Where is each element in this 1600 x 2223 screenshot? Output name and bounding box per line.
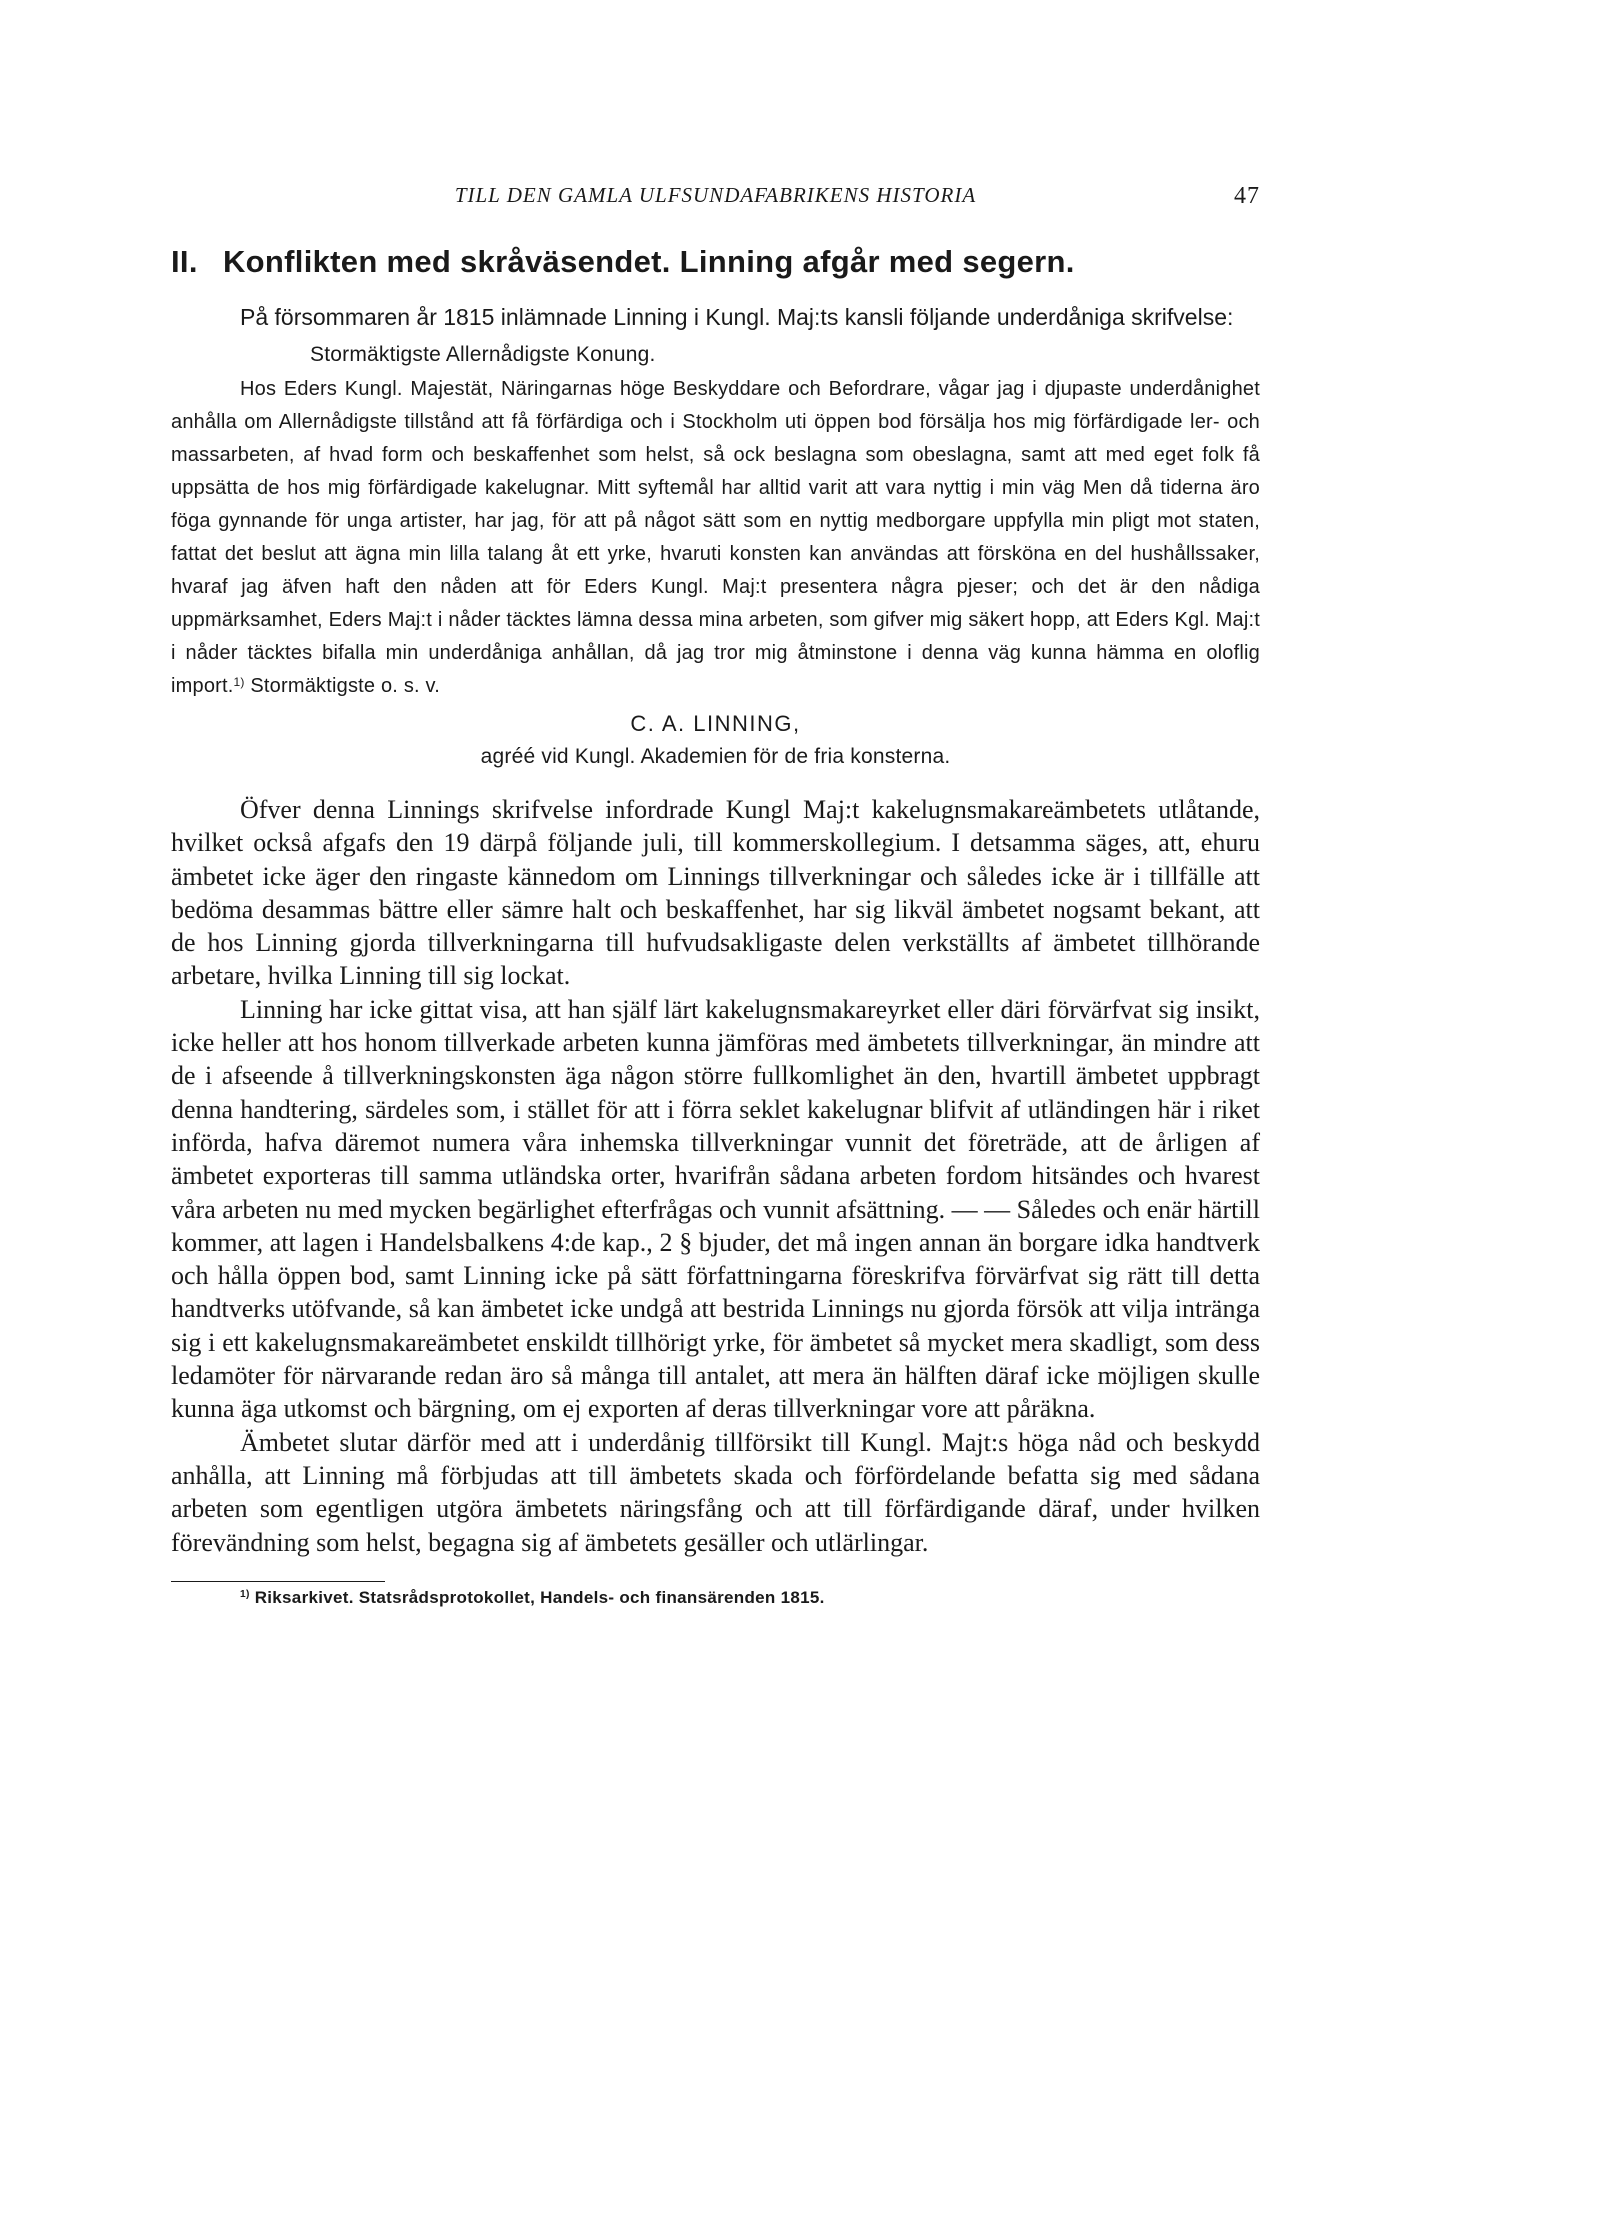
running-head-title: TILL DEN GAMLA ULFSUNDAFABRIKENS HISTORIA: [454, 183, 977, 207]
body-paragraph: Ämbetet slutar därför med att i underdånig tillförsikt till Kungl. Majt:s höga nåd och beskydd anhålla, att Linning må förbjudas att till ämbetets skada och förfördelande befatta sig med sådana arbeten som egentligen utgöra ämbetets näringsfång och att till förfärdigande däraf, under hvilken förevändning som helst, begagna sig af ämbetets gesäller och utlärlingar.: [171, 1427, 1260, 1557]
footnote-reference: 1): [233, 675, 245, 689]
body-paragraph: Öfver denna Linnings skrifvelse infordrade Kungl Maj:t kakelugnsmakareämbetets utlåtande, hvilket också afgafs den 19 därpå följande juli, till kommerskollegium. I detsamma säges, att, ehuru ämbetet icke äger den ringaste kännedom om Linnings tillverkningar och således icke är i tillfälle att bedöma desammas bättre eller sämre halt och beskaffenhet, har sig likväl ämbetet nogsamt bekant, att de hos Linning gjorda tillverkningarna till hufvudsakligaste delen verkställts af ämbetet tillhörande arbetare, hvilka Linning till sig lockat.: [171, 795, 1260, 991]
chapter-heading: [171, 244, 1260, 280]
letter-signature: C. A. LINNING,: [630, 711, 801, 736]
footnote-text: Riksarkivet. Statsrådsprotokollet, Handels- och finansärenden 1815.: [254, 1587, 825, 1607]
footnote-rule: [171, 1581, 385, 1582]
letter-salutation: Stormäktigste Allernådigste Konung.: [310, 343, 656, 366]
footnote: [171, 1588, 1260, 1608]
quoted-letter: [171, 338, 1260, 773]
letter-body-closing: Stormäktigste o. s. v.: [244, 675, 441, 697]
letter-signature-title: agréé vid Kungl. Akademien för de fria konsterna.: [480, 745, 951, 768]
running-head: [171, 178, 1260, 214]
footnote-marker: 1): [240, 1588, 250, 1600]
intro-paragraph: På försommaren år 1815 inlämnade Linning i Kungl. Maj:ts kansli följande underdåniga skrifvelse:: [240, 304, 1234, 330]
body-paragraph: Linning har icke gittat visa, att han själf lärt kakelugnsmakareyrket eller däri förvärfvat sig insikt, icke heller att hos honom tillverkade arbeten kunna jämföras med ämbetets tillverkningar, än mindre att de i afseende å tillverkningskonsten äga någon större fullkomlighet än den, hvartill ämbetet uppbragt denna handtering, särdeles som, i stället för att i förra seklet kakelugnar blifvit af utländingen här i riket införda, hafva däremot numera våra inhemska tillverkningar vunnit det företräde, att de årligen af ämbetet exporteras till samma utländska orter, hvarifrån sådana arbeten fordom hitsändes och hvarest våra arbeten nu med mycken begärlighet efterfrågas och vunnit afsättning. — — Således och enär härtill kommer, att lagen i Handelsbalkens 4:de kap., 2 § bjuder, det må ingen annan än borgare idka handtverk och hålla öppen bod, samt Linning icke på sätt författningarna föreskrifva förvärfvat sig rätt till detta handtverks utöfvande, så kan ämbetet icke undgå att bestrida Linnings nu gjorda försök att vilja inträngа sig i ett kakelugnsmakareämbetet enskildt tillhörigt yrke, för ämbetet så mycket mera skadligt, som dess ledamöter för närvarande redan äro så många till antalet, att mera än hälften däraf icke möjligen skulle kunna äga utkomst och bärgning, om ej exporten af deras tillverkningar vore att påräkna.: [171, 994, 1260, 1424]
book-page: [171, 178, 1260, 1608]
chapter-title: Konflikten med skråväsendet. Linning afgår med segern.: [223, 244, 1075, 279]
letter-body: [171, 373, 1260, 703]
page-number: 47: [1234, 183, 1260, 209]
letter-body-text: Hos Eders Kungl. Majestät, Näringarnas höge Beskyddare och Befordrare, vågar jag i djupaste underdånighet anhålla om Allernådigste tillstånd att få förfärdiga och i Stockholm uti öppen bod försälja hos mig förfärdigade ler- och massarbeten, af hvad form och beskaffenhet som helst, så ock beslagna som obeslagna, samt att med eget folk få uppsätta de hos mig förfärdigade kakelugnar. Mitt syftemål har alltid varit att vara nyttig i min väg Men då tiderna äro föga gynnande för unga artister, har jag, för att på något sätt som en nyttig medborgare uppfylla min pligt mot staten, fattat det beslut att ägna min lilla talang åt ett yrke, hvaruti konsten kan användas att försköna en del hushållssaker, hvaraf jag äfven haft den nåden att för Eders Kungl. Maj:t presentera några pjeser; och det är den nådiga uppmärksamhet, Eders Maj:t i nåder täcktes lämna dessa mina arbeten, som gifver mig säkert hopp, att Eders Kgl. Maj:t i nåder täcktes bifalla min underdåniga anhållan, då jag tror mig åtminstone i denna väg kunna hämma en oloflig import.: [171, 378, 1260, 697]
chapter-number: II.: [171, 244, 198, 279]
